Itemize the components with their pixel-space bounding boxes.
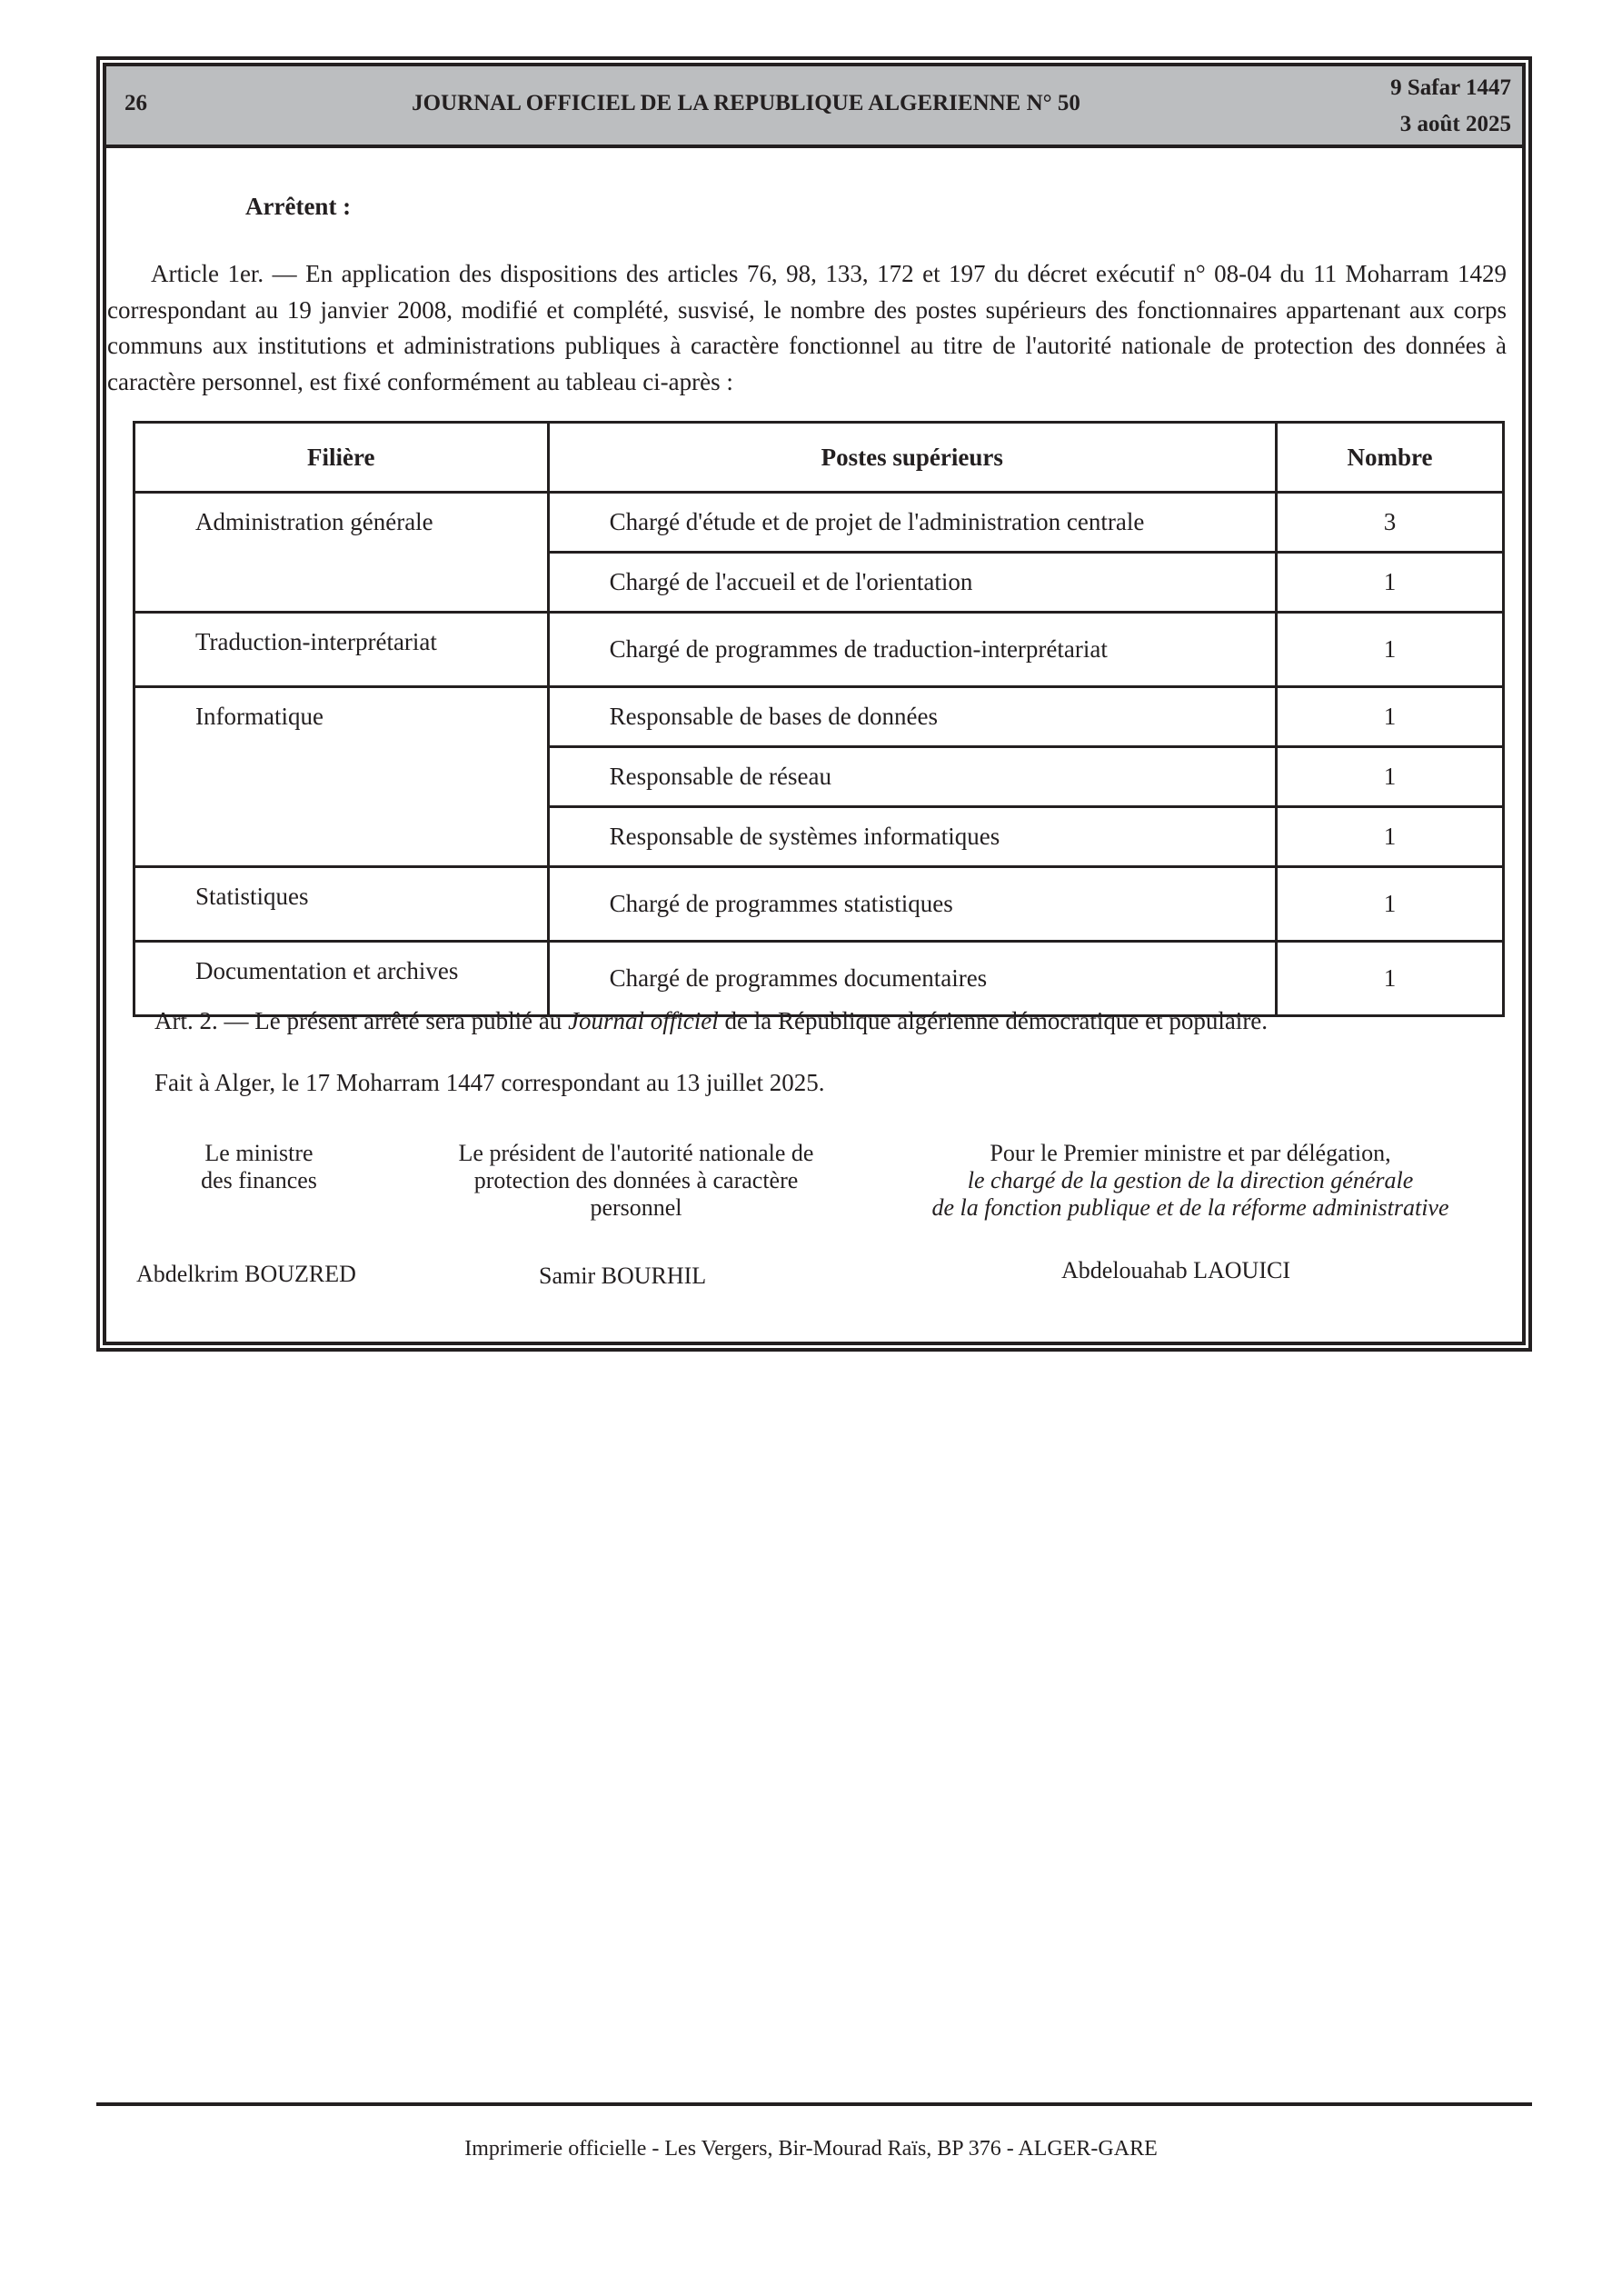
arretent-heading: Arrêtent : bbox=[245, 193, 352, 220]
sig3-line2: le chargé de la gestion de la direction générale bbox=[967, 1167, 1414, 1193]
sig3-line1: Pour le Premier ministre et par délégation, bbox=[990, 1140, 1391, 1166]
footer-divider bbox=[96, 2102, 1532, 2106]
journal-header bbox=[106, 66, 1522, 148]
filiere-cell: Informatique bbox=[134, 687, 549, 867]
table-header-row bbox=[134, 423, 1504, 493]
gregorian-date: 3 août 2025 bbox=[1399, 112, 1511, 136]
signatory-name-bouzred: Abdelkrim BOUZRED bbox=[136, 1261, 356, 1287]
nombre-cell: 1 bbox=[1276, 747, 1503, 807]
signatory-name-bourhil: Samir BOURHIL bbox=[539, 1263, 707, 1289]
journal-officiel-italic: Journal officiel bbox=[568, 1007, 719, 1034]
table-row bbox=[134, 687, 1504, 747]
header-filiere: Filière bbox=[134, 423, 549, 493]
signatory-name-laouici: Abdelouahab LAOUICI bbox=[1061, 1257, 1290, 1283]
nombre-cell: 1 bbox=[1276, 613, 1503, 687]
table-row bbox=[134, 613, 1504, 687]
nombre-cell: 1 bbox=[1276, 942, 1503, 1016]
poste-cell: Chargé de l'accueil et de l'orientation bbox=[548, 553, 1276, 613]
art2-suffix: de la République algérienne démocratique et populaire. bbox=[718, 1007, 1269, 1034]
journal-title: JOURNAL OFFICIEL DE LA REPUBLIQUE ALGERIENNE N° 50 bbox=[412, 91, 1080, 115]
sig2-line2: protection des données à caractère bbox=[473, 1167, 799, 1193]
nombre-cell: 1 bbox=[1276, 553, 1503, 613]
sig1-line1: Le ministre bbox=[204, 1140, 313, 1166]
poste-cell: Chargé de programmes de traduction-interprétariat bbox=[548, 613, 1276, 687]
filiere-cell: Administration générale bbox=[134, 493, 549, 613]
nombre-cell: 1 bbox=[1276, 807, 1503, 867]
fait-a-alger: Fait à Alger, le 17 Moharram 1447 correspondant au 13 juillet 2025. bbox=[154, 1069, 825, 1096]
nombre-cell: 3 bbox=[1276, 493, 1503, 553]
postes-superieurs-table bbox=[133, 421, 1505, 1017]
article-1-text: Article 1er. — En application des dispositions des articles 76, 98, 133, 172 et 197 du décret exécutif n° 08-04 du 11 Moharram 1429 correspondant au 19 janvier 2008, modifié et complété, susvisé, le nombre des postes supérieurs des fonctionnaires appartenant aux corps communs aux institutions et administrations publiques à caractère fonctionnel au titre de l'autorité nationale de protection des données à caractère personnel, est fixé conformément au tableau ci-après : bbox=[107, 260, 1507, 395]
table-row bbox=[134, 867, 1504, 942]
filiere-cell: Documentation et archives bbox=[134, 942, 549, 1016]
sig3-line3: de la fonction publique et de la réforme administrative bbox=[931, 1194, 1449, 1221]
sig2-line1: Le président de l'autorité nationale de bbox=[458, 1140, 814, 1166]
poste-cell: Responsable de réseau bbox=[548, 747, 1276, 807]
sig2-line3: personnel bbox=[590, 1194, 682, 1221]
poste-cell: Chargé d'étude et de projet de l'administration centrale bbox=[548, 493, 1276, 553]
poste-cell: Responsable de systèmes informatiques bbox=[548, 807, 1276, 867]
filiere-cell: Statistiques bbox=[134, 867, 549, 942]
table-row bbox=[134, 942, 1504, 1016]
nombre-cell: 1 bbox=[1276, 867, 1503, 942]
article-2-text bbox=[154, 1007, 1268, 1035]
signatory-title-premier-ministre bbox=[872, 1140, 1508, 1222]
footer-imprint: Imprimerie officielle - Les Vergers, Bir-Mourad Raïs, BP 376 - ALGER-GARE bbox=[464, 2137, 1158, 2161]
filiere-cell: Traduction-interprétariat bbox=[134, 613, 549, 687]
table-row bbox=[134, 493, 1504, 553]
header-postes: Postes supérieurs bbox=[548, 423, 1276, 493]
poste-cell: Chargé de programmes statistiques bbox=[548, 867, 1276, 942]
nombre-cell: 1 bbox=[1276, 687, 1503, 747]
poste-cell: Responsable de bases de données bbox=[548, 687, 1276, 747]
header-nombre: Nombre bbox=[1276, 423, 1503, 493]
page-number: 26 bbox=[124, 91, 147, 115]
art2-prefix: Art. 2. — Le présent arrêté sera publié au bbox=[154, 1007, 569, 1034]
poste-cell: Chargé de programmes documentaires bbox=[548, 942, 1276, 1016]
sig1-line2: des finances bbox=[201, 1167, 317, 1193]
hijri-date: 9 Safar 1447 bbox=[1390, 75, 1511, 100]
issue-date bbox=[1390, 70, 1511, 143]
signatory-title-autorite bbox=[427, 1140, 845, 1222]
signatory-title-finances bbox=[118, 1140, 400, 1194]
